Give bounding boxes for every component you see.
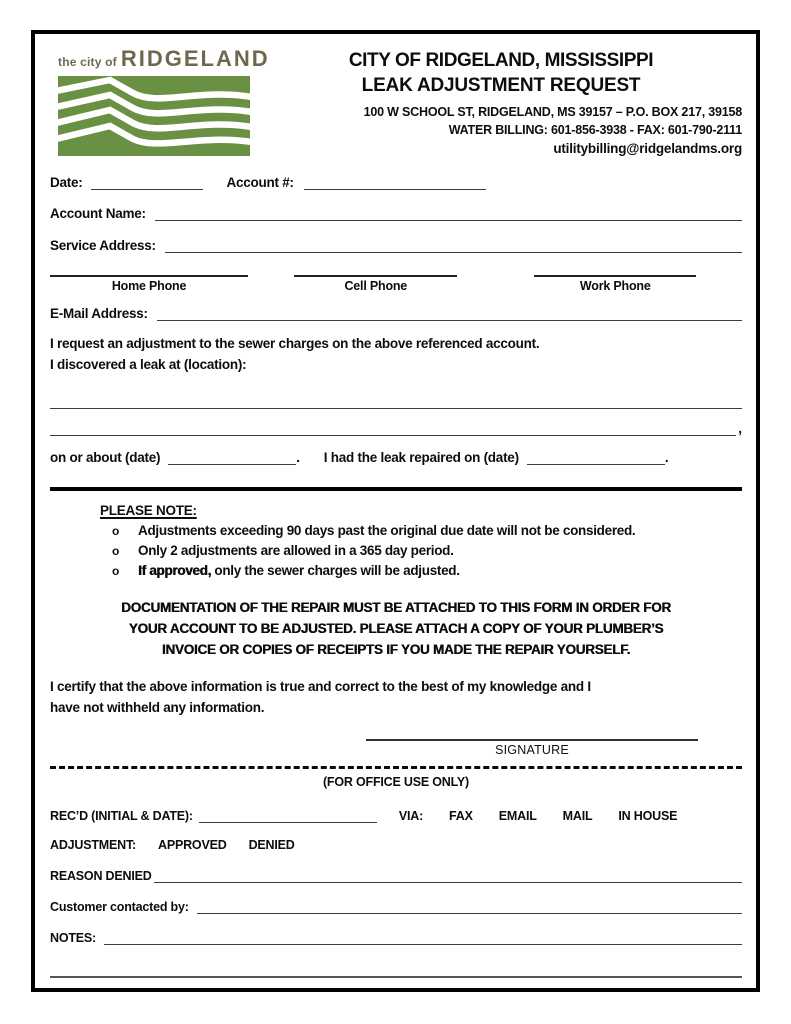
period-1: . <box>296 449 300 465</box>
certification-statement <box>50 677 742 718</box>
ridgeland-ridges-icon <box>58 76 250 156</box>
notes-row <box>50 929 742 945</box>
note-bullet-3-rest: only the sewer charges will be adjusted. <box>210 563 460 579</box>
bullet-circle-icon: o <box>112 544 120 559</box>
cell-phone-field <box>294 275 457 277</box>
date-field <box>91 173 203 190</box>
period-2: . <box>664 449 669 465</box>
header-phone-fax: WATER BILLING: 601-856-3938 - FAX: 601-790-2111 <box>448 123 742 138</box>
via-option-email: EMAIL <box>498 808 537 823</box>
work-phone-field <box>534 275 696 277</box>
work-phone-column <box>534 275 696 293</box>
via-option-fax: FAX <box>449 808 473 823</box>
via-option-in-house: IN HOUSE <box>618 808 678 823</box>
cell-phone-label: Cell Phone <box>344 279 408 294</box>
signature-label: SIGNATURE <box>495 742 569 757</box>
form-border-frame <box>31 30 760 992</box>
if-approved-emphasis: If approved, <box>138 563 211 579</box>
please-note-heading: PLEASE NOTE: <box>100 502 197 518</box>
adjustment-option-approved: APPROVED <box>158 837 227 852</box>
customer-contacted-row <box>50 898 742 914</box>
received-row <box>50 806 742 823</box>
request-line-1: I request an adjustment to the sewer charges on the above referenced account. <box>50 336 540 352</box>
received-initial-date-field <box>199 806 377 823</box>
adjustment-row <box>50 838 742 852</box>
customer-contacted-label: Customer contacted by: <box>50 899 189 914</box>
adjustment-option-denied: DENIED <box>248 837 295 852</box>
phone-fields-row <box>50 275 742 293</box>
email-label: E-Mail Address: <box>50 306 148 322</box>
via-label: VIA: <box>398 808 424 823</box>
leak-dates-row <box>50 448 742 465</box>
office-section-dashed-divider <box>50 766 742 769</box>
documentation-notice-line-1: DOCUMENTATION OF THE REPAIR MUST BE ATTACHED TO THIS FORM IN ORDER FOR <box>121 599 671 615</box>
account-name-field <box>155 204 742 221</box>
logo-wordmark <box>58 46 270 72</box>
certification-line-1: I certify that the above information is true and correct to the best of my knowledge and I <box>50 679 591 695</box>
notes-label: NOTES: <box>50 930 97 945</box>
form-header <box>50 46 742 158</box>
request-statement <box>50 334 742 375</box>
reason-denied-row <box>50 867 742 883</box>
header-contact-block <box>260 46 742 158</box>
note-bullet-3 <box>50 561 742 581</box>
via-option-mail: MAIL <box>562 808 593 823</box>
account-number-field <box>304 173 486 190</box>
account-name-label: Account Name: <box>50 206 146 222</box>
notes-field <box>104 929 742 945</box>
date-label: Date: <box>50 175 83 191</box>
form-title: CITY OF RIDGELAND, MISSISSIPPI <box>348 50 654 71</box>
service-address-row <box>50 236 742 253</box>
note-bullet-1 <box>50 521 742 541</box>
trailing-comma: , <box>738 420 742 436</box>
account-name-row <box>50 204 742 221</box>
repaired-label: I had the leak repaired on (date) <box>323 449 519 465</box>
home-phone-column <box>50 275 248 293</box>
account-number-label: Account #: <box>226 175 294 191</box>
bullet-circle-icon: o <box>112 523 120 538</box>
repair-date-field <box>527 448 665 465</box>
reason-denied-label: REASON DENIED <box>50 868 152 883</box>
header-email: utilitybilling@ridgelandms.org <box>553 140 742 156</box>
note-bullet-2 <box>50 541 742 561</box>
documentation-notice-line-3: INVOICE OR COPIES OF RECEIPTS IF YOU MADE THE REPAIR YOURSELF. <box>161 641 631 657</box>
date-account-row <box>50 173 742 190</box>
note-bullet-2-text: Only 2 adjustments are allowed in a 365 day period. <box>138 543 454 559</box>
note-bullet-3-text <box>138 561 460 581</box>
adjustment-label: ADJUSTMENT: <box>50 837 136 852</box>
header-address: 100 W SCHOOL ST, RIDGELAND, MS 39157 – P.O. BOX 217, 39158 <box>363 105 742 120</box>
leak-location-line-1 <box>50 408 742 409</box>
service-address-field <box>165 236 742 253</box>
request-line-2: I discovered a leak at (location): <box>50 356 247 372</box>
reason-denied-field <box>154 867 742 883</box>
please-note-list <box>50 521 742 582</box>
signature-field <box>366 739 698 741</box>
office-use-heading: (FOR OFFICE USE ONLY) <box>322 774 470 789</box>
certification-line-2: have not withheld any information. <box>50 699 265 715</box>
received-label: REC’D (INITIAL & DATE): <box>50 808 193 823</box>
home-phone-label: Home Phone <box>111 279 187 294</box>
logo-tagline: the city of <box>58 55 117 69</box>
leak-date-field <box>168 448 296 465</box>
notes-continuation-line <box>50 976 742 978</box>
leak-location-line-2 <box>50 419 742 436</box>
email-row <box>50 304 742 321</box>
home-phone-field <box>50 275 248 277</box>
leak-location-field <box>50 419 736 436</box>
city-logo <box>50 46 270 156</box>
email-field <box>157 304 742 321</box>
documentation-notice <box>50 598 742 661</box>
service-address-label: Service Address: <box>50 238 156 254</box>
logo-city-name: RIDGELAND <box>120 46 270 71</box>
note-bullet-1-text: Adjustments exceeding 90 days past the original due date will not be considered. <box>138 522 636 538</box>
form-subtitle: LEAK ADJUSTMENT REQUEST <box>361 74 641 96</box>
cell-phone-column <box>294 275 457 293</box>
signature-block <box>366 739 698 757</box>
documentation-notice-line-2: YOUR ACCOUNT TO BE ADJUSTED. PLEASE ATTACH A COPY OF YOUR PLUMBER’S <box>128 620 664 636</box>
bullet-circle-icon: o <box>112 564 120 579</box>
work-phone-label: Work Phone <box>579 279 651 294</box>
on-or-about-label: on or about (date) <box>50 449 161 465</box>
customer-contacted-field <box>197 898 742 914</box>
section-divider-rule <box>50 487 742 491</box>
